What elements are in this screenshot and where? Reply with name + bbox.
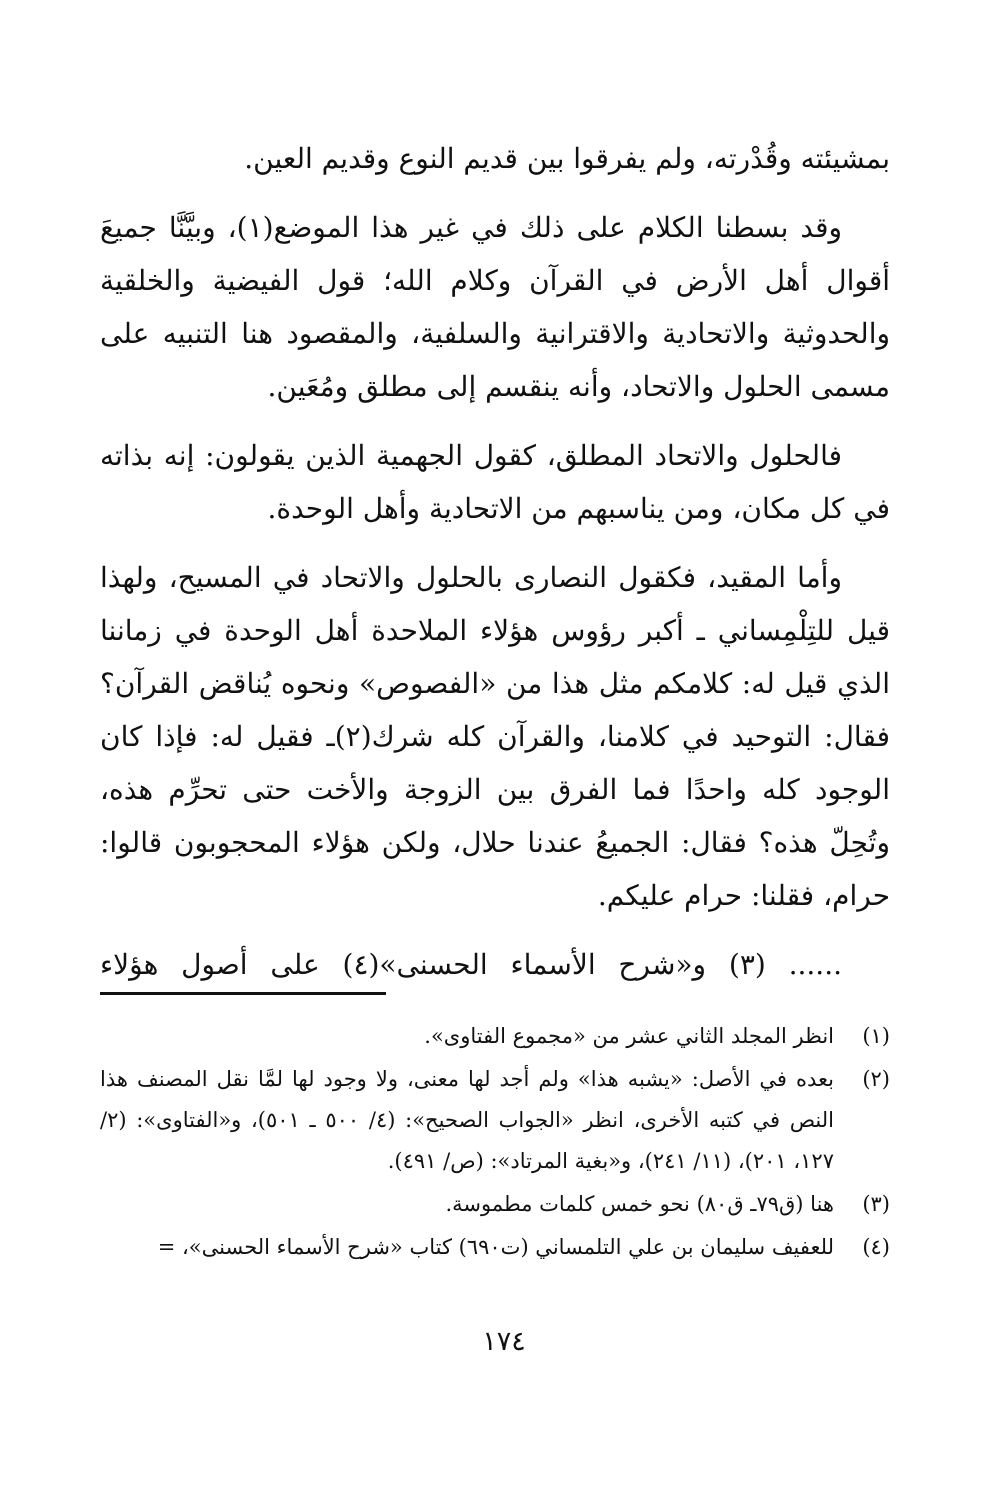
footnote-text: للعفيف سليمان بن علي التلمساني (ت٦٩٠) كتاب «شرح الأسماء الحسنى»، = (157, 1235, 834, 1259)
footnote-number: (٣) (862, 1192, 890, 1216)
footnote-number: (٤) (862, 1235, 890, 1259)
footnote-text: بعده في الأصل: «يشبه هذا» ولم أجد لها معنى، ولا وجود لها لمَّا نقل المصنف هذا النص في كتبه الأخرى، انظر «الجواب الصحيح»: (٤/ ٥٠٠ ـ ٥٠١)، و«الفتاوى»: (٢/ ١٢٧، ٢٠١)، (١١/ ٢٤١)، و«بغية المرتاد»: (ص/ ٤٩١). (100, 1067, 834, 1173)
footnote (100, 1227, 890, 1268)
footnotes (100, 1016, 890, 1270)
paragraph: بمشيئته وقُدْرته، ولم يفرقوا بين قديم النوع وقديم العين. (244, 142, 890, 175)
main-text (100, 132, 890, 1007)
page-number: ١٧٤ (482, 1326, 526, 1357)
paragraph: ...... (٣) و«شرح الأسماء الحسنى»(٤) على أصول هؤلاء (100, 948, 843, 981)
paragraph: فالحلول والاتحاد المطلق، كقول الجهمية الذين يقولون: إنه بذاته في كل مكان، ومن يناسبهم من الاتحادية وأهل الوحدة. (100, 439, 890, 525)
footnote (100, 1059, 890, 1182)
paragraph: وقد بسطنا الكلام على ذلك في غير هذا الموضع(١)، وبيَّنَّا جميعَ أقوال أهل الأرض في القرآن وكلام الله؛ قول الفيضية والخلقية والحدوثية والاتحادية والاقترانية والسلفية، والمقصود هنا التنبيه على مسمى الحلول والاتحاد، وأنه ينقسم إلى مطلق ومُعَين. (100, 211, 890, 403)
footnote (100, 1016, 890, 1057)
footnote-number: (٢) (862, 1067, 890, 1091)
paragraph: وأما المقيد، فكقول النصارى بالحلول والاتحاد في المسيح، ولهذا قيل للتِلْمِساني ـ أكبر رؤوس هؤلاء الملاحدة أهل الوحدة في زماننا الذي قيل له: كلامكم مثل هذا من «الفصوص» ونحوه يُناقض القرآن؟ فقال: التوحيد في كلامنا، والقرآن كله شرك(٢)ـ فقيل له: فإذا كان الوجود كله واحدًا فما الفرق بين الزوجة والأخت حتى تحرِّم هذه، وتُحِلّ هذه؟ فقال: الجميعُ عندنا حلال، ولكن هؤلاء المحجوبون قالوا: حرام، فقلنا: حرام عليكم. (100, 561, 890, 912)
footnote-text: انظر المجلد الثاني عشر من «مجموع الفتاوى». (424, 1024, 834, 1048)
footnote-divider (100, 992, 386, 995)
footnote (100, 1184, 890, 1225)
footnote-text: هنا (ق٧٩ـ ق٨٠) نحو خمس كلمات مطموسة. (445, 1192, 834, 1216)
footnote-number: (١) (862, 1024, 890, 1048)
